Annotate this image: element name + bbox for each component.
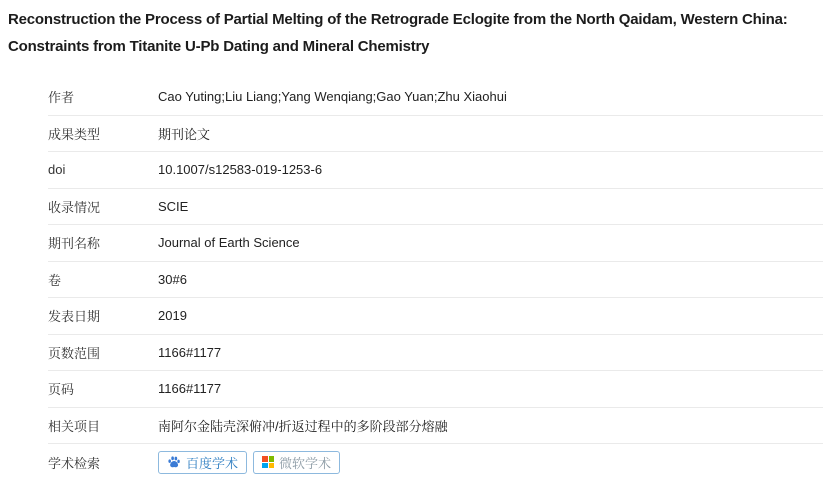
field-label: doi <box>48 162 66 178</box>
field-label: 作者 <box>48 90 75 106</box>
microsoft-squares-icon <box>262 456 274 468</box>
field-label: 页数范围 <box>48 345 101 361</box>
table-row <box>48 79 823 116</box>
field-value: 2019 <box>158 308 187 324</box>
field-value: Journal of Earth Science <box>158 235 300 251</box>
microsoft-academic-button[interactable] <box>253 451 340 474</box>
field-value: 南阿尔金陆壳深俯冲/折返过程中的多阶段部分熔融 <box>158 418 448 434</box>
table-row <box>48 262 823 299</box>
table-row-academic-search <box>48 444 823 481</box>
table-row <box>48 408 823 445</box>
field-value: 10.1007/s12583-019-1253-6 <box>158 162 323 178</box>
field-value: SCIE <box>158 198 189 214</box>
field-label: 学术检索 <box>48 455 101 471</box>
field-label: 相关项目 <box>48 418 101 434</box>
field-value: 30#6 <box>158 271 187 287</box>
detail-table <box>48 79 823 481</box>
field-value: 1166#1177 <box>158 381 222 397</box>
field-value: Cao Yuting;Liu Liang;Yang Wenqiang;Gao Yuan;Zhu Xiaohui <box>158 89 507 105</box>
field-value: 1166#1177 <box>158 344 222 360</box>
table-row <box>48 152 823 189</box>
baidu-scholar-button[interactable] <box>158 451 247 474</box>
field-label: 页码 <box>48 382 75 398</box>
table-row <box>48 298 823 335</box>
field-label: 卷 <box>48 272 62 288</box>
field-value: 期刊论文 <box>158 126 211 142</box>
table-row <box>48 116 823 153</box>
microsoft-academic-label: 微软学术 <box>279 455 332 471</box>
baidu-scholar-label: 百度学术 <box>186 455 239 471</box>
table-row <box>48 335 823 372</box>
academic-search-buttons <box>158 451 340 474</box>
field-label: 期刊名称 <box>48 236 101 252</box>
baidu-paw-icon <box>167 455 181 469</box>
field-label: 成果类型 <box>48 126 101 142</box>
table-row <box>48 189 823 226</box>
page-title: Reconstruction the Process of Partial Melting of the Retrograde Eclogite from the North Qaidam, Western China: Constraints from Titanite U-Pb Dating and Mineral Chemistry <box>8 11 788 55</box>
table-row <box>48 225 823 262</box>
field-label: 收录情况 <box>48 199 101 215</box>
table-row <box>48 371 823 408</box>
field-label: 发表日期 <box>48 309 101 325</box>
